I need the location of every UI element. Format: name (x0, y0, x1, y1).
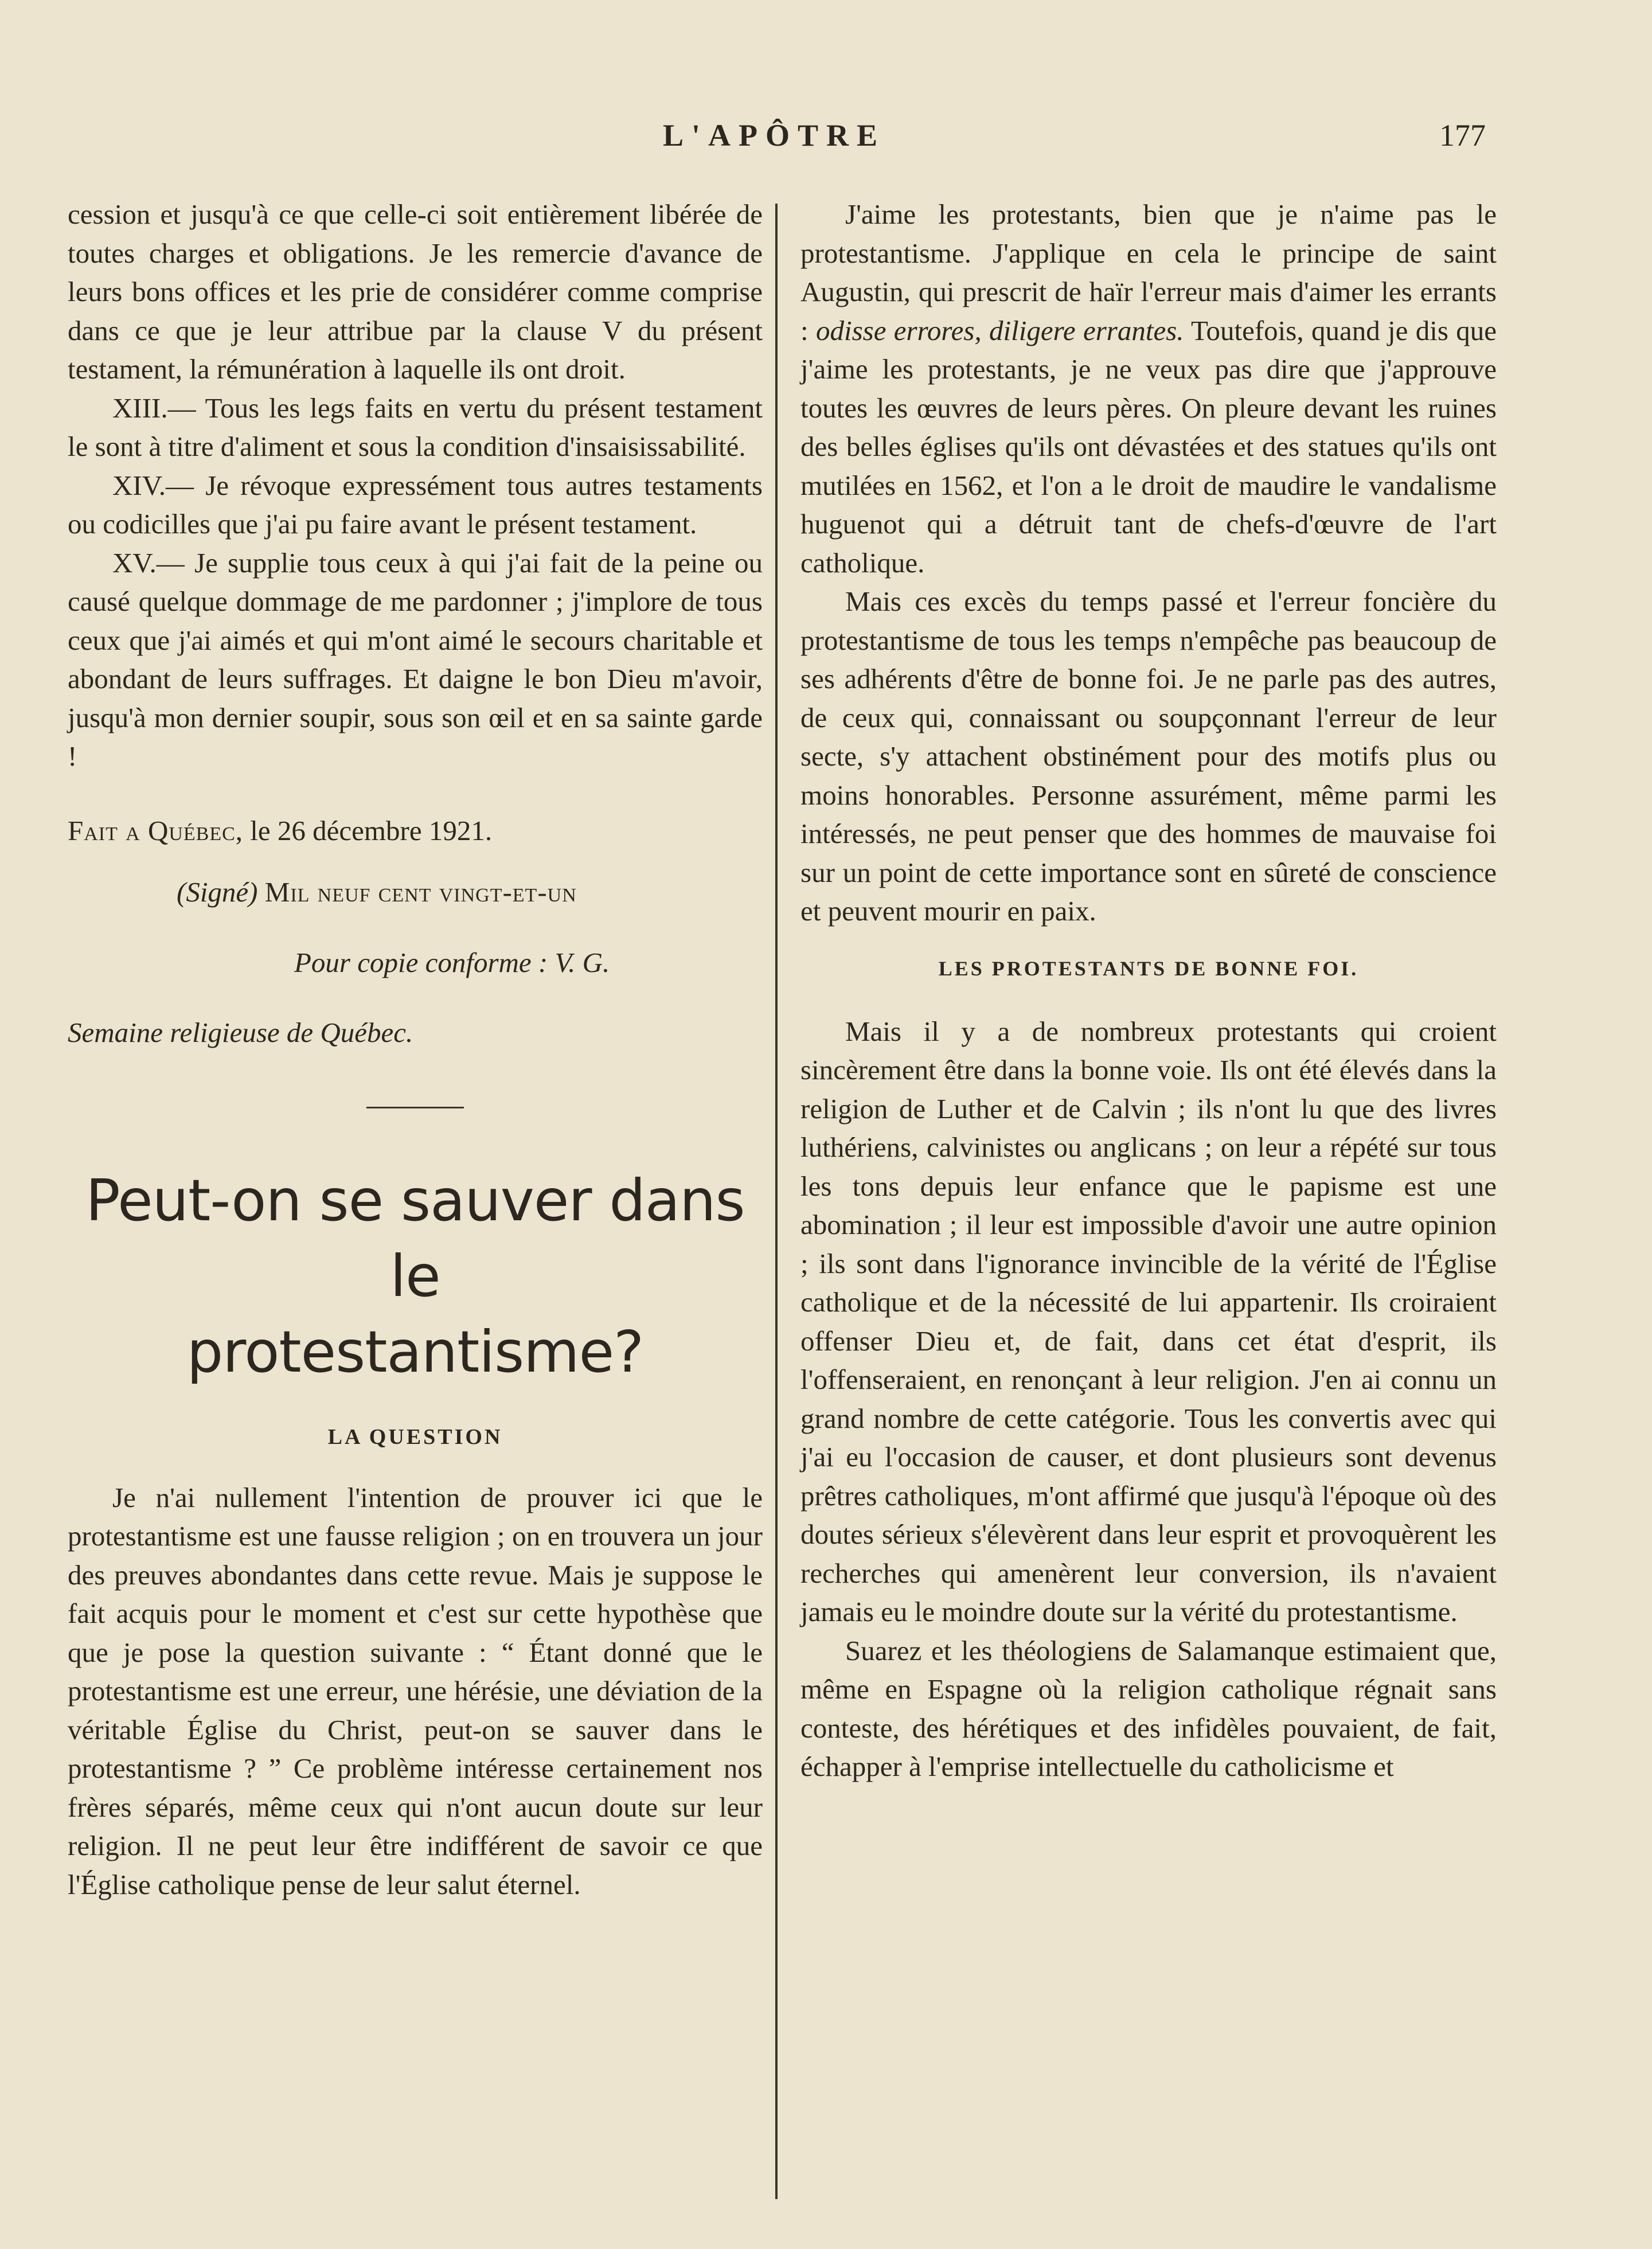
signe-label: (Signé) (177, 876, 258, 908)
left-column (68, 195, 763, 1904)
fait-date: le 26 décembre 1921. (250, 814, 493, 846)
section-heading: LES PROTESTANTS DE BONNE FOI. (938, 956, 1359, 980)
section-heading: LA QUESTION (327, 1424, 503, 1449)
source-credit: Semaine religieuse de Québec. (68, 1017, 413, 1048)
page-number: 177 (1439, 118, 1486, 153)
column-divider (775, 204, 778, 2199)
article-title-line-2: protestantisme? (186, 1318, 644, 1385)
paragraph (800, 195, 1497, 582)
running-title: L'APÔTRE (662, 118, 886, 153)
latin-quote: odisse errores, diligere errantes. (815, 314, 1184, 346)
paragraph: XIV.— Je révoque expressément tous autres testaments ou codicilles que j'ai pu faire avant le présent testament. (68, 469, 763, 540)
paragraph: Mais ces excès du temps passé et l'erreur foncière du protestantisme de tous les temps n'empêche pas beaucoup de ses adhérents d'être de bonne foi. Je ne parle pas des autres, de ceux qui, connaissant ou soupçonnant l'erreur de leur secte, s'y attachent obstinément pour des motifs plus ou moins honorables. Personne assurément, même parmi les intéressés, ne peut penser que des hommes de mauvaise foi sur un point de cette importance sont en sûreté de conscience et peuvent mourir en paix. (800, 585, 1497, 927)
copy-attestation: Pour copie conforme : V. G. (294, 946, 610, 978)
paragraph: XIII.— Tous les legs faits en vertu du présent testament le sont à titre d'aliment et sous la condition d'insaisissabilité. (68, 392, 763, 462)
paragraph: Mais il y a de nombreux protestants qui croient sincèrement être dans la bonne voie. Ils ont été élevés dans la religion de Luther et de Calvin ; ils n'ont lu que des livres luthériens, calvinistes ou anglicans ; on leur a répété sur tous les tons depuis leur enfance que le papisme est une abomination ; il leur est impossible d'avoir une autre opinion ; ils sont dans l'ignorance invincible de la vérité de l'Église catholique et de la nécessité de lui appartenir. Ils croiraient offenser Dieu et, de fait, dans cet état d'esprit, ils l'offenseraient, en renonçant à leur religion. J'en ai connu un grand nombre de cette catégorie. Tous les convertis avec qui j'ai eu l'occasion de causer, et dont plusieurs sont devenus prêtres catholiques, m'ont affirmé que jusqu'à l'époque où des doutes sérieux s'élevèrent dans leur esprit et provoquèrent les recherches qui amenèrent leur conversion, ils n'avaient jamais eu le moindre doute sur la vérité du protestantisme. (800, 1015, 1497, 1627)
paragraph: Suarez et les théologiens de Salamanque estimaient que, même en Espagne où la religion catholique régnait sans conteste, des hérétiques et des infidèles pouvaient, de fait, échapper à l'emprise intellectuelle du catholicisme et (800, 1634, 1497, 1782)
signature-date (68, 811, 763, 850)
signed-line (68, 873, 763, 912)
paragraph: Je n'ai nullement l'intention de prouver ici que le protestantisme est une fausse religion ; on en trouvera un jour des preuves abondantes dans cette revue. Mais je suppose le fait acquis pour le moment et c'est sur cette hypothèse que que je pose la question suivante : “ Étant donné que le protestantisme est une erreur, une hérésie, une déviation de la véritable Église du Christ, peut-on se sauver dans le protestantisme ? ” Ce problème intéresse certainement nos frères séparés, même ceux qui n'ont aucun doute sur leur religion. Il ne peut leur être indifférent de savoir ce que l'Église catholique pense de leur salut éternel. (68, 1481, 763, 1900)
paragraph: XV.— Je supplie tous ceux à qui j'ai fait de la peine ou causé quelque dommage de me pardonner ; j'implore de tous ceux que j'ai aimés et qui m'ont aimé le secours charitable et abondant de leurs suffrages. Et daigne le bon Dieu m'avoir, jusqu'à mon dernier soupir, sous son œil et en sa sainte garde ! (68, 546, 763, 772)
fait-label: Fait a Québec, (68, 814, 244, 846)
article-title-line-1: Peut-on se sauver dans le (85, 1166, 745, 1310)
paragraph: cession et jusqu'à ce que celle-ci soit entièrement libérée de toutes charges et obligations. Je les remercie d'avance de leurs bons offices et les prie de considérer comme comprise dans ce que je leur attribue par la clause V du présent testament, la rémunération à laquelle ils ont droit. (68, 198, 763, 385)
paragraph-text: J'aime les protestants, bien que je n'aime pas le protestantisme. J'applique en cela le principe de saint Augustin, qui prescrit de haïr l'erreur mais d'aimer les errants : (800, 198, 1497, 346)
signe-name: Mil neuf cent vingt-et-un (264, 876, 577, 908)
paragraph-text: Toutefois, quand je dis que j'aime les protestants, je ne veux pas dire que j'approuve toutes les œuvres de leurs pères. On pleure devant les ruines des belles églises qu'ils ont dévastées et des statues qu'ils ont mutilées en 1562, et l'on a le droit de maudire le vandalisme huguenot qui a détruit tant de chefs-d'œuvre de l'art catholique. (800, 314, 1497, 579)
right-column (800, 195, 1497, 1786)
